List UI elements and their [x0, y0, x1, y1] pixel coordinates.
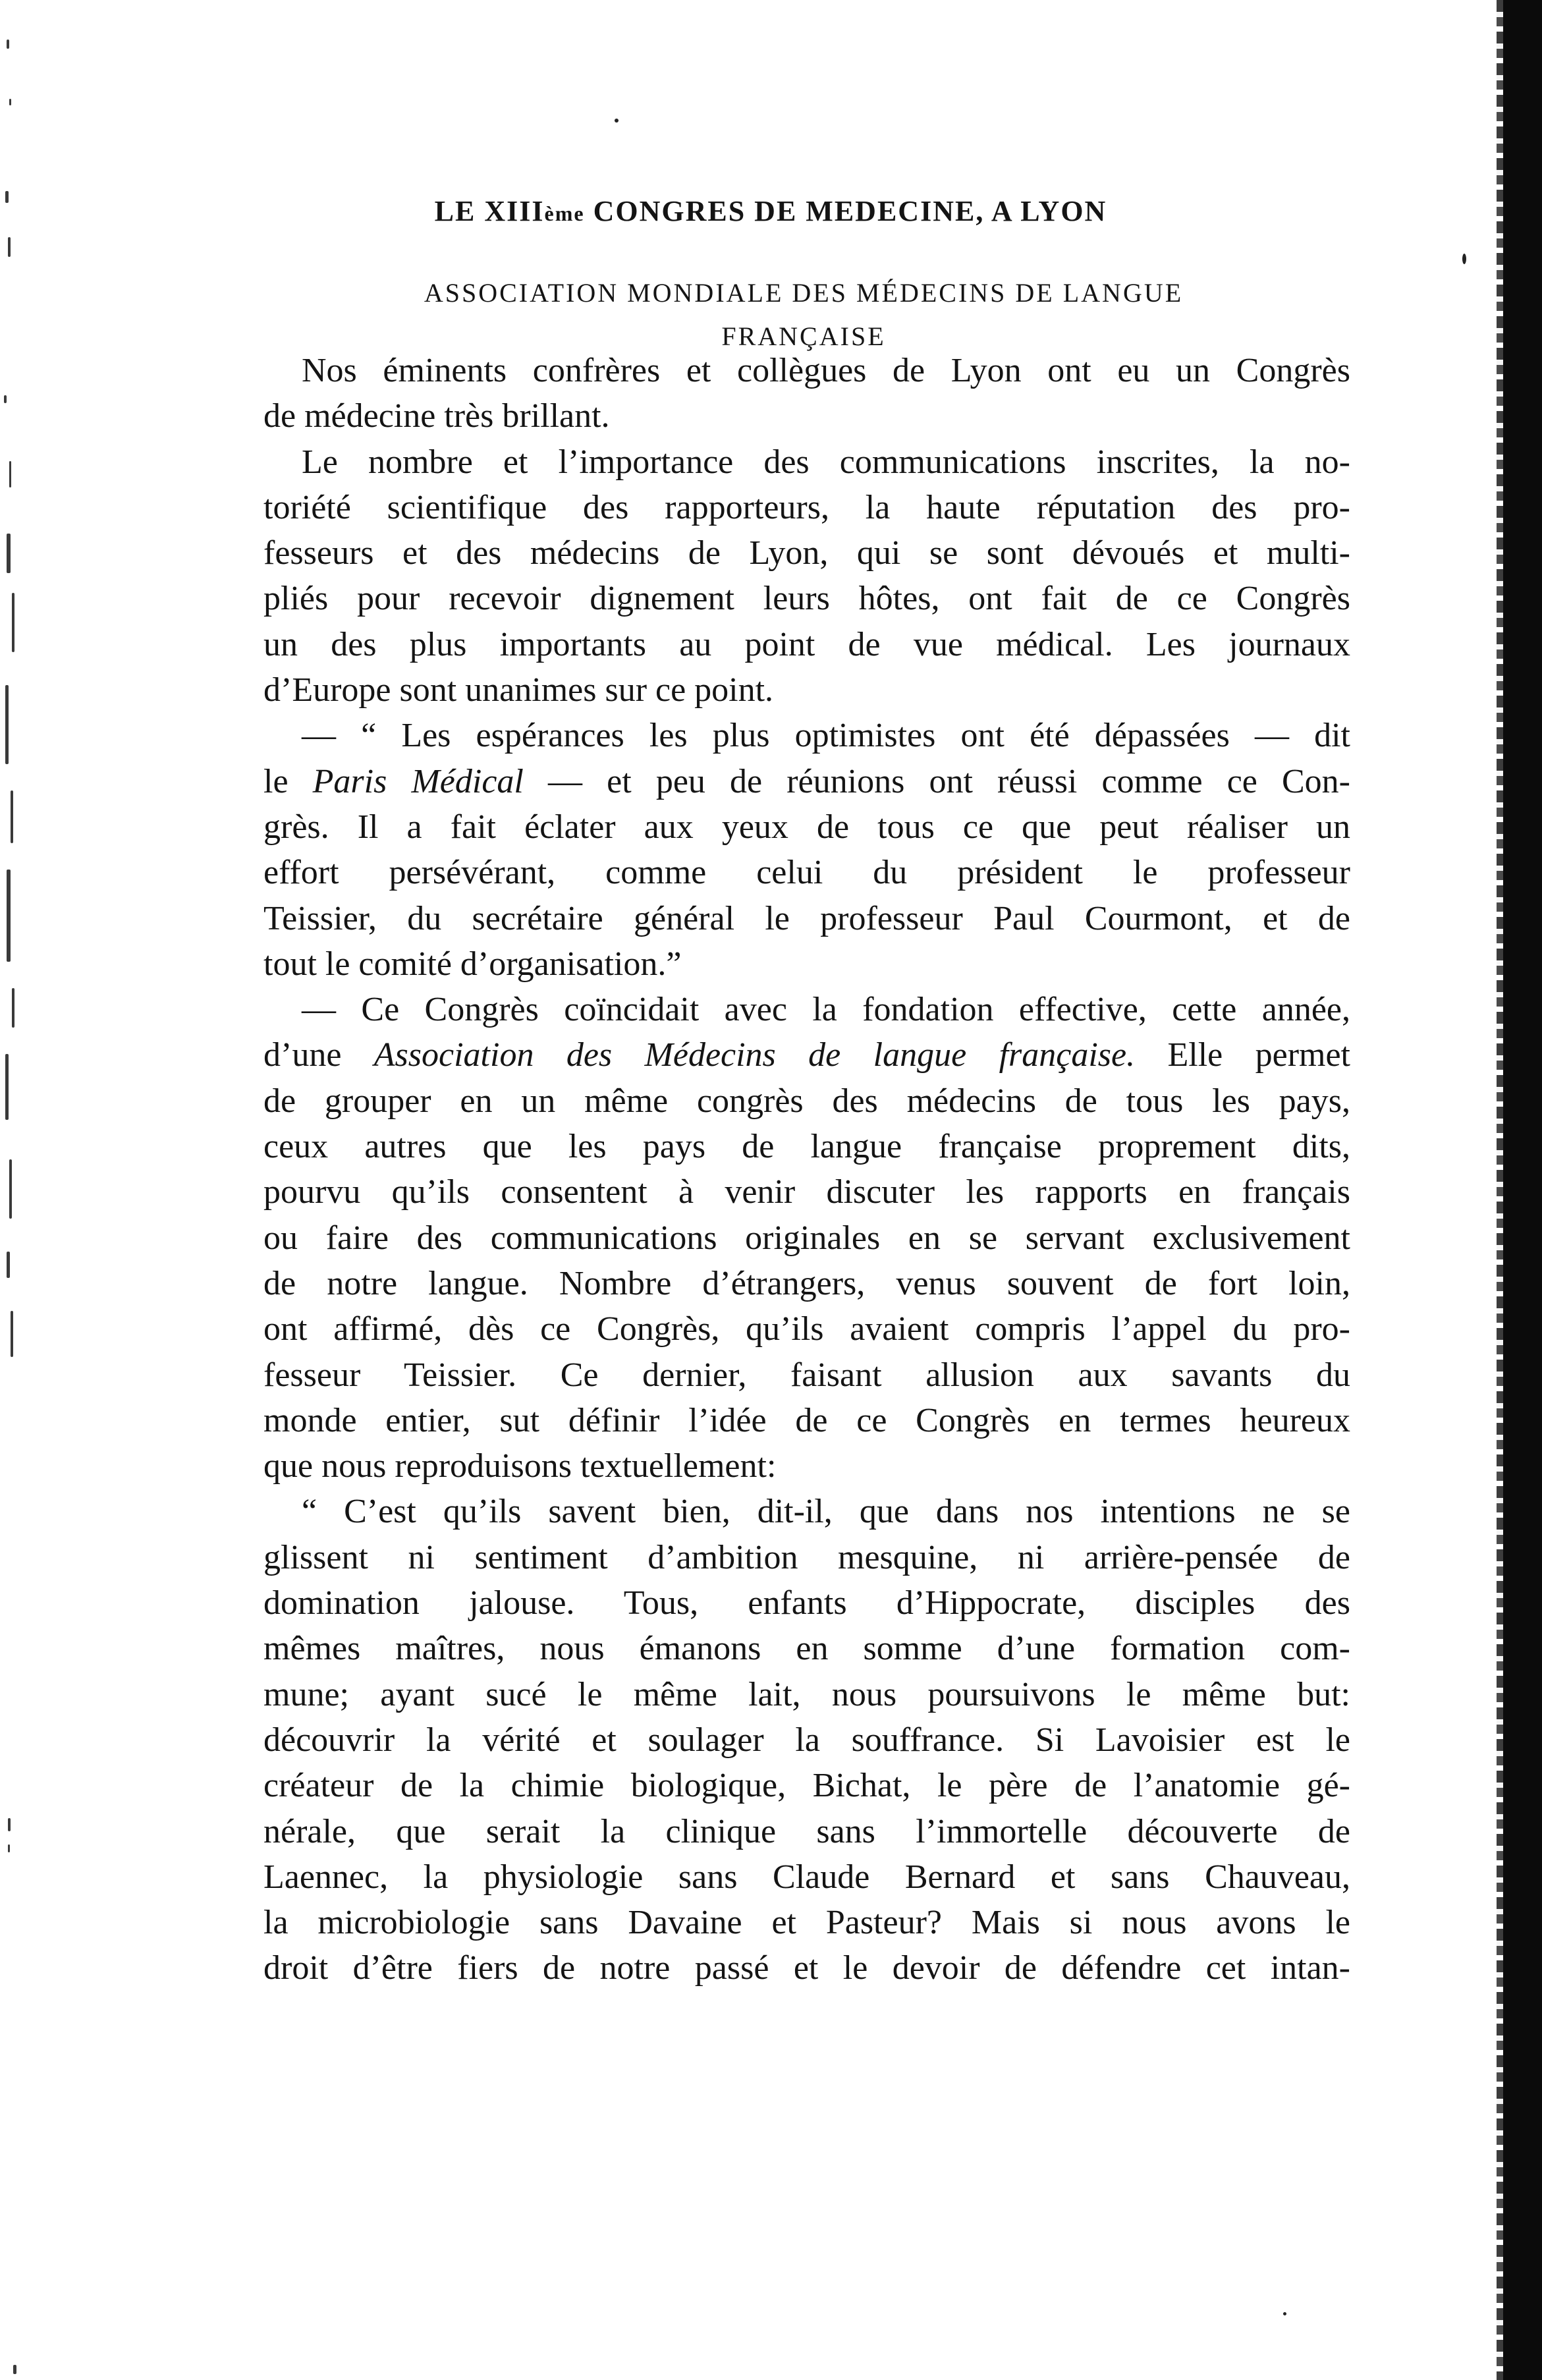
running-head-superscript: ème [544, 202, 585, 225]
text-line: Laennec, la physiologie sans Claude Bernard et sans Chauveau, [263, 1858, 1350, 1896]
text-line-with-italic [263, 759, 1350, 804]
text-line: Teissier, du secrétaire général le professeur Paul Courmont, et de [263, 899, 1350, 937]
text-run: Elle permet [1135, 1036, 1350, 1074]
text-line: ont affirmé, dès ce Congrès, qu’ils avaient compris l’appel du pro- [263, 1310, 1350, 1348]
text-run: — et peu de réunions ont réussi comme ce Con- [523, 762, 1351, 800]
text-line: Le nombre et l’importance des communications inscrites, la no- [302, 443, 1350, 481]
text-line: — Ce Congrès coïncidait avec la fondation effective, cette année, [302, 991, 1350, 1029]
section-title-line-2: FRANÇAISE [721, 321, 886, 351]
scan-border-right [1490, 0, 1542, 2380]
text-line: que nous reproduisons textuellement: [263, 1447, 777, 1485]
scan-speck [1462, 254, 1466, 264]
text-line: droit d’être fiers de notre passé et le devoir de défendre cet intan- [263, 1949, 1350, 1987]
italic-association-name: Association des Médecins de langue française. [373, 1036, 1136, 1074]
text-line-with-italic [263, 1032, 1350, 1078]
text-line: fesseur Teissier. Ce dernier, faisant allusion aux savants du [263, 1356, 1350, 1394]
text-line: toriété scientifique des rapporteurs, la haute réputation des pro- [263, 488, 1350, 526]
text-line: mune; ayant sucé le même lait, nous poursuivons le même but: [263, 1675, 1350, 1713]
text-line: mêmes maîtres, nous émanons en somme d’une formation com- [263, 1630, 1350, 1668]
scan-margin-left [0, 0, 40, 2380]
text-line: ou faire des communications originales en se servant exclusivement [263, 1219, 1350, 1257]
text-line: effort persévérant, comme celui du président le professeur [263, 854, 1350, 892]
running-head-part2: CONGRES DE MEDECINE, A LYON [584, 195, 1107, 227]
text-line: “ C’est qu’ils savent bien, dit-il, que dans nos intentions ne se [302, 1493, 1350, 1531]
section-title [329, 271, 1278, 358]
text-line: de notre langue. Nombre d’étrangers, venus souvent de fort loin, [263, 1264, 1350, 1302]
text-line: de médecine très brillant. [263, 397, 610, 435]
text-run: le [263, 762, 313, 800]
text-run: d’une [263, 1036, 374, 1074]
italic-title: Paris Médical [312, 762, 524, 800]
text-line: tout le comité d’organisation.” [263, 945, 682, 983]
text-line: nérale, que serait la clinique sans l’immortelle découverte de [263, 1812, 1350, 1850]
text-line: créateur de la chimie biologique, Bichat, le père de l’anatomie gé- [263, 1767, 1350, 1805]
text-line: glissent ni sentiment d’ambition mesquine, ni arrière-pensée de [263, 1538, 1350, 1576]
section-title-line-1: ASSOCIATION MONDIALE DES MÉDECINS DE LANGUE [424, 278, 1184, 308]
text-line: la microbiologie sans Davaine et Pasteur? Mais si nous avons le [263, 1904, 1350, 1942]
text-line: Nos éminents confrères et collègues de Lyon ont eu un Congrès [302, 352, 1350, 389]
text-line: domination jalouse. Tous, enfants d’Hippocrate, disciples des [263, 1584, 1350, 1622]
text-line: découvrir la vérité et soulager la souffrance. Si Lavoisier est le [263, 1721, 1350, 1759]
text-line: pliés pour recevoir dignement leurs hôtes, ont fait de ce Congrès [263, 580, 1350, 618]
text-line: un des plus importants au point de vue médical. Les journaux [263, 625, 1350, 663]
running-head [277, 194, 1265, 228]
text-line: fesseurs et des médecins de Lyon, qui se sont dévoués et multi- [263, 534, 1350, 572]
scan-speck [1283, 2312, 1286, 2315]
text-line: pourvu qu’ils consentent à venir discuter les rapports en français [263, 1173, 1350, 1211]
article-body [263, 348, 1350, 1991]
text-line: de grouper en un même congrès des médecins de tous les pays, [263, 1082, 1350, 1120]
text-line: monde entier, sut définir l’idée de ce Congrès en termes heureux [263, 1401, 1350, 1439]
running-head-part1: LE XIII [434, 195, 545, 227]
text-line: grès. Il a fait éclater aux yeux de tous ce que peut réaliser un [263, 808, 1350, 846]
scan-speck [615, 119, 619, 123]
text-line: d’Europe sont unanimes sur ce point. [263, 671, 774, 709]
text-line: — “ Les espérances les plus optimistes ont été dépassées — dit [302, 717, 1350, 755]
text-line: ceux autres que les pays de langue française proprement dits, [263, 1128, 1350, 1166]
